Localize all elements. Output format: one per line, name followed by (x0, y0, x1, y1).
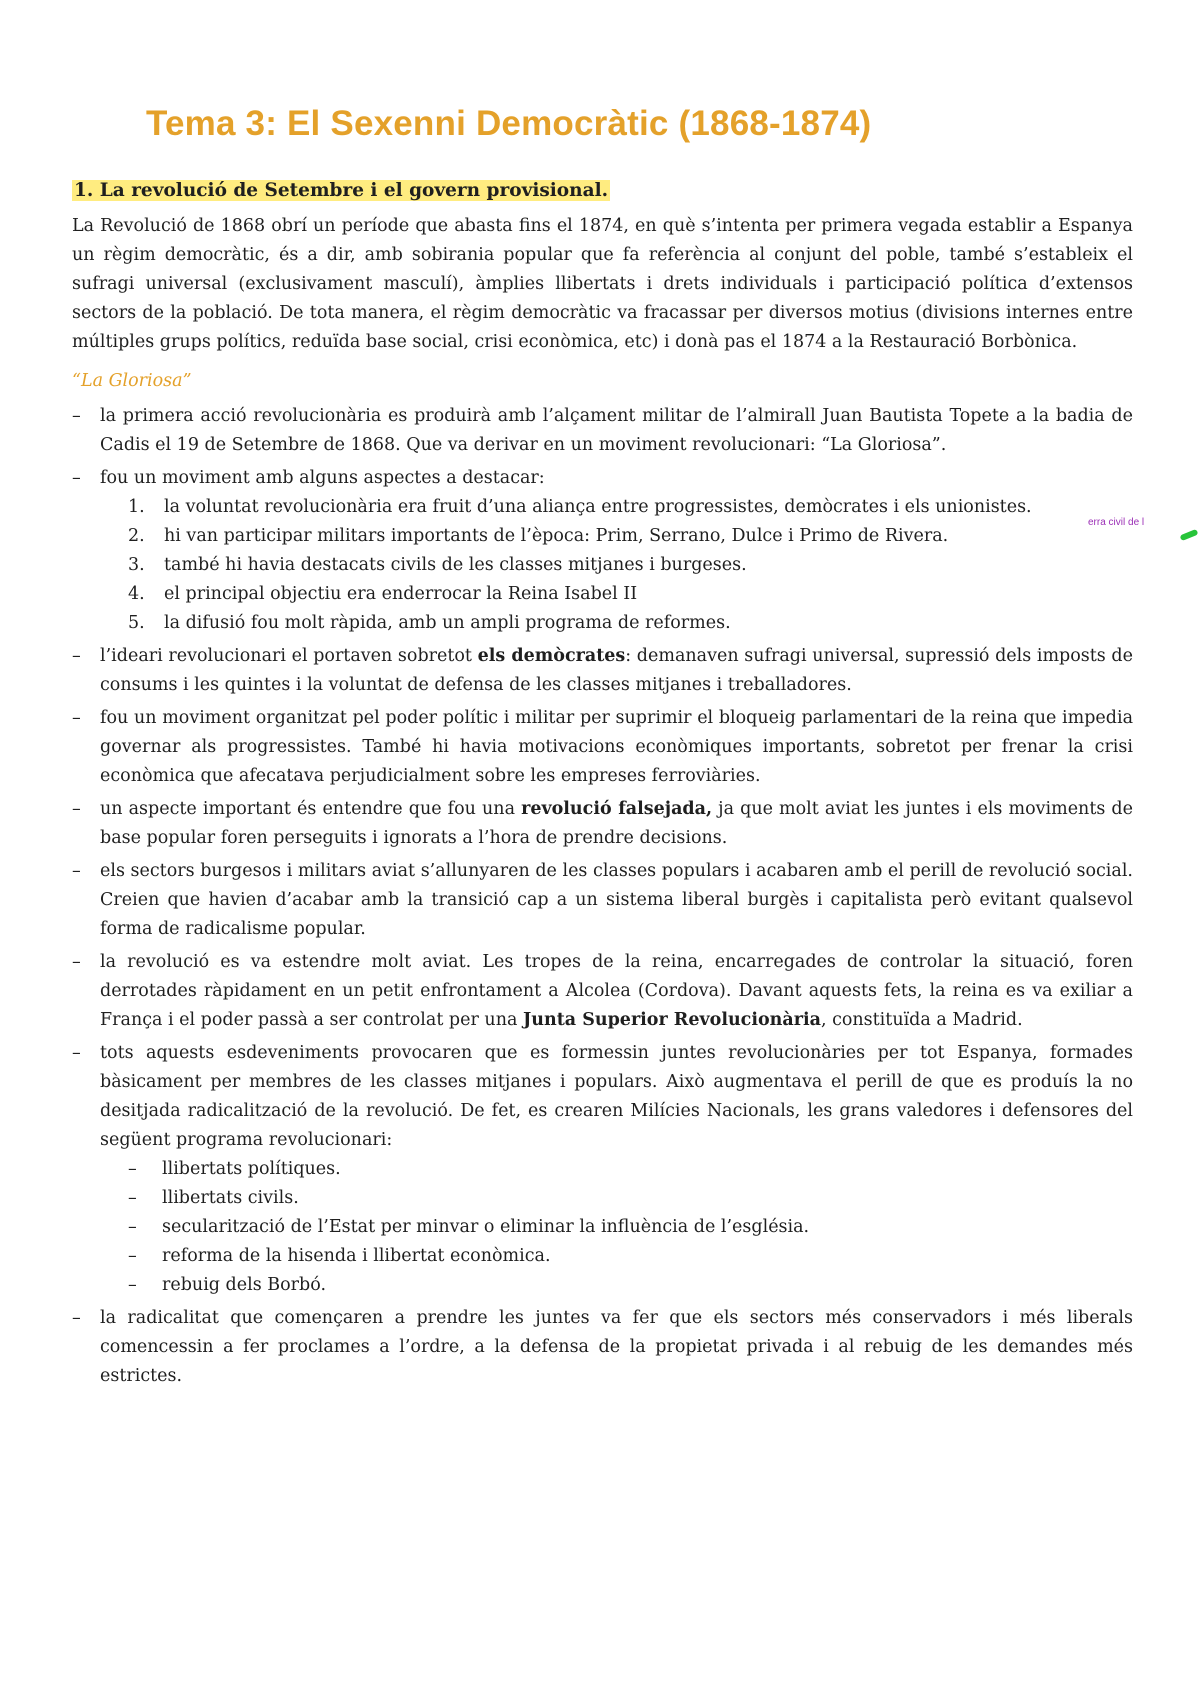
main-bullet-list (72, 402, 1133, 1391)
list-item: – la primera acció revolucionària es produirà amb l’alçament militar de l’almirall Juan Bautista Topete a la badia de Cadis el 19 de Setembre de 1868. Que va derivar en un moviment revolucionari: “La Gloriosa”. (72, 402, 1133, 460)
text-run: la revolució es va estendre molt aviat. Les tropes de la reina, encarregades de controlar la situació, foren derrotades ràpidament en un petit enfrontament a Alcolea (Cordova). Davant aquests fets, la reina es va exiliar a França i el poder passà a ser controlat per una (100, 952, 1133, 1030)
list-item (72, 948, 1133, 1035)
list-item: – la radicalitat que començaren a prendre les juntes va fer que els sectors més conservadors i més liberals comencessin a fer proclames a l’ordre, a la defensa de la propietat privada i al rebuig de les demandes més estrictes. (72, 1304, 1133, 1391)
margin-note: erra civil de l (1088, 517, 1145, 528)
list-item: 1. la voluntat revolucionària era fruit d’una aliança entre progressistes, demòcrates i els unionistes. (128, 497, 1032, 517)
aspect-text: hi van participar militars importants de l’època: Prim, Serrano, Dulce i Primo de Rivera. (164, 526, 949, 546)
list-item: 4. el principal objectiu era enderrocar la Reina Isabel II (128, 584, 638, 604)
program-list (100, 1155, 1133, 1300)
list-item (72, 464, 1133, 638)
list-item: 2. hi van participar militars importants de l’època: Prim, Serrano, Dulce i Primo de Rivera. (128, 526, 949, 546)
page-title: Tema 3: El Sexenni Democràtic (1868-1874) (146, 104, 872, 143)
list-item: – reforma de la hisenda i llibertat econòmica. (100, 1242, 1133, 1271)
aspect-text: també hi havia destacats civils de les classes mitjanes i burgeses. (164, 555, 747, 575)
bold-text: els demòcrates (477, 646, 626, 666)
list-item: – llibertats civils. (100, 1184, 1133, 1213)
list-item: – rebuig dels Borbó. (100, 1271, 1133, 1300)
aspect-text: el principal objectiu era enderrocar la Reina Isabel II (164, 584, 638, 604)
list-item-text: fou un moviment amb alguns aspectes a destacar: (100, 468, 545, 488)
document-body (72, 212, 1133, 1395)
list-item (72, 1039, 1133, 1300)
list-item (72, 795, 1133, 853)
list-item: – fou un moviment organitzat pel poder polític i militar per suprimir el bloqueig parlamentari de la reina que impedia governar als progressistes. També hi havia motivacions econòmiques importants, sobretot per frenar la crisi econòmica que afecatava perjudicialment sobre les empreses ferroviàries. (72, 704, 1133, 791)
list-item (72, 642, 1133, 700)
text-run: l’ideari revolucionari el portaven sobretot (100, 646, 478, 666)
text-run: un aspecte important és entendre que fou una (100, 799, 522, 819)
bold-text: Junta Superior Revolucionària (522, 1010, 821, 1030)
list-item: – secularització de l’Estat per minvar o eliminar la influència de l’església. (100, 1213, 1133, 1242)
intro-paragraph: La Revolució de 1868 obrí un període que abasta fins el 1874, en què s’intenta per primera vegada establir a Espanya un règim democràtic, és a dir, amb sobirania popular que fa referència al conjunt del poble, també s’estableix el sufragi universal (exclusivament masculí), àmplies llibertats i drets individuals i participació política d’extensos sectors de la població. De tota manera, el règim democràtic va fracassar per diversos motius (divisions internes entre múltiples grups polítics, reduïda base social, crisi econòmica, etc) i donà pas el 1874 a la Restauració Borbònica. (72, 216, 1133, 352)
text-run: : demanaven sufragi universal, supressió dels imposts de consums i les quintes i la voluntat de defensa de les classes mitjanes i treballadores. (100, 646, 1133, 695)
aspect-text: la voluntat revolucionària era fruit d’una aliança entre progressistes, demòcrates i els unionistes. (164, 497, 1032, 517)
subheading-la-gloriosa: “La Gloriosa” (72, 371, 192, 391)
bold-text: revolució falsejada, (521, 799, 713, 819)
aspects-list (100, 493, 1133, 638)
list-item: 3. també hi havia destacats civils de les classes mitjanes i burgeses. (128, 555, 747, 575)
list-item-text: tots aquests esdeveniments provocaren que es formessin juntes revolucionàries per tot Espanya, formades bàsicament per membres de les classes mitjanes i populars. Això augmentava el perill de que es produís la no desitjada radicalització de la revolució. De fet, es crearen Milícies Nacionals, les grans valedores i defensores del següent programa revolucionari: (100, 1043, 1133, 1150)
list-item: – els sectors burgesos i militars aviat s’allunyaren de les classes populars i acabaren amb el perill de revolució social. Creien que havien d’acabar amb la transició cap a un sistema liberal burgès i capitalista però evitant qualsevol forma de radicalisme popular. (72, 857, 1133, 944)
list-item: 5. la difusió fou molt ràpida, amb un ampli programa de reformes. (128, 613, 731, 633)
text-run: ja que molt aviat les juntes i els moviments de base popular foren perseguits i ignorats a l’hora de prendre decisions. (100, 799, 1133, 848)
text-run: , constituïda a Madrid. (820, 1010, 1023, 1030)
section-heading: 1. La revolució de Setembre i el govern provisional. (74, 180, 609, 201)
aspect-text: la difusió fou molt ràpida, amb un ampli programa de reformes. (164, 613, 731, 633)
list-item: – llibertats polítiques. (100, 1155, 1133, 1184)
highlight-mark (1180, 529, 1199, 541)
